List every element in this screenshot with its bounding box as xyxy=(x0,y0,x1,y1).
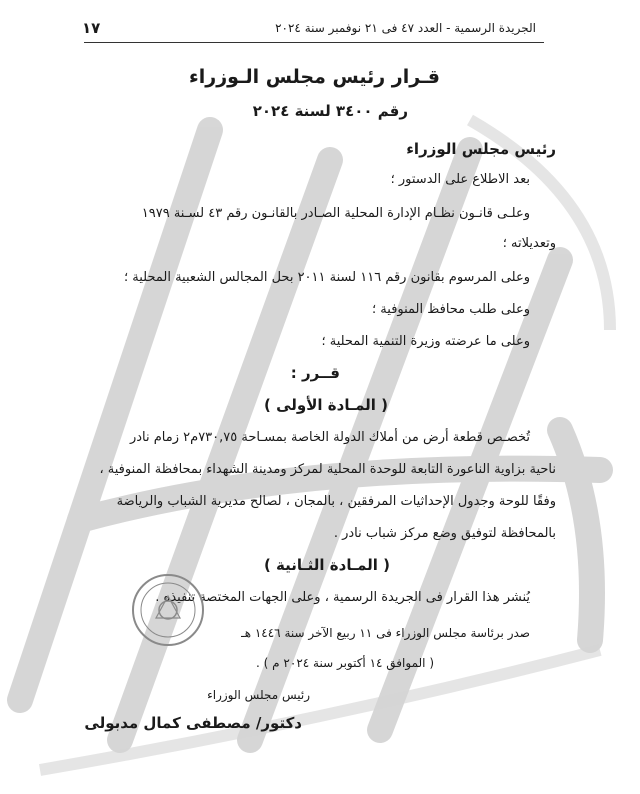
decree-number: رقم ٣٤٠٠ لسنة ٢٠٢٤ xyxy=(252,102,408,120)
article-1-line: بالمحافظة لتوفيق وضع مركز شباب نادر . xyxy=(333,526,556,541)
issuer-heading: رئيس مجلس الوزراء xyxy=(406,140,556,158)
preamble-line: وعلى طلب محافظ المنوفية ؛ xyxy=(372,302,530,317)
preamble-line: بعد الاطلاع على الدستور ؛ xyxy=(390,172,530,187)
decided-heading: قــرر : xyxy=(290,364,340,382)
preamble-line: وعلى ما عرضته وزيرة التنمية المحلية ؛ xyxy=(321,334,530,349)
page-number: ١٧ xyxy=(82,19,101,37)
article-2-line: يُنشر هذا القرار فى الجريدة الرسمية ، وعلى الجهات المختصة تنفيذه . xyxy=(155,590,530,605)
preamble-line: وعلـى قانـون نظـام الإدارة المحلية الصـادر بالقانـون رقم ٤٣ لسـنة ١٩٧٩ xyxy=(141,206,530,221)
article-1-line: تُخصـص قطعة أرض من أملاك الدولة الخاصة بمسـاحة ٧٣٠,٧٥م٢ زمام نادر xyxy=(129,430,530,445)
running-title: الجريدة الرسمية - العدد ٤٧ فى ٢١ نوفمبر سنة ٢٠٢٤ xyxy=(275,21,536,35)
corresponding-date-line: ( الموافق ١٤ أكتوبر سنة ٢٠٢٤ م ) . xyxy=(256,656,434,670)
preamble-line: وعلى المرسوم بقانون رقم ١١٦ لسنة ٢٠١١ بحل المجالس الشعبية المحلية ؛ xyxy=(124,270,530,285)
article-1-heading: ( المـادة الأولى ) xyxy=(264,396,388,414)
article-1-line: ناحية بزاوية الناعورة التابعة للوحدة المحلية لمركز ومدينة الشهداء بمحافظة المنوفية ، xyxy=(99,462,556,477)
signature-name: دكتور/ مصطفى كمال مدبولى xyxy=(84,714,302,732)
decree-title: قـرار رئيس مجلس الـوزراء xyxy=(189,66,440,88)
preamble-line: وتعديلاته ؛ xyxy=(502,236,556,251)
article-1-line: وفقًا للوحة وجدول الإحداثيات المرفقين ، بالمجان ، لصالح مديرية الشباب والرياضة xyxy=(116,494,556,509)
signature-title: رئيس مجلس الوزراء xyxy=(207,688,310,702)
article-2-heading: ( المـادة الثـانية ) xyxy=(263,556,390,574)
running-header xyxy=(84,18,544,43)
issued-line: صدر برئاسة مجلس الوزراء فى ١١ ربيع الآخر سنة ١٤٤٦ هـ xyxy=(241,626,530,640)
seal-stamp-icon xyxy=(130,572,206,648)
